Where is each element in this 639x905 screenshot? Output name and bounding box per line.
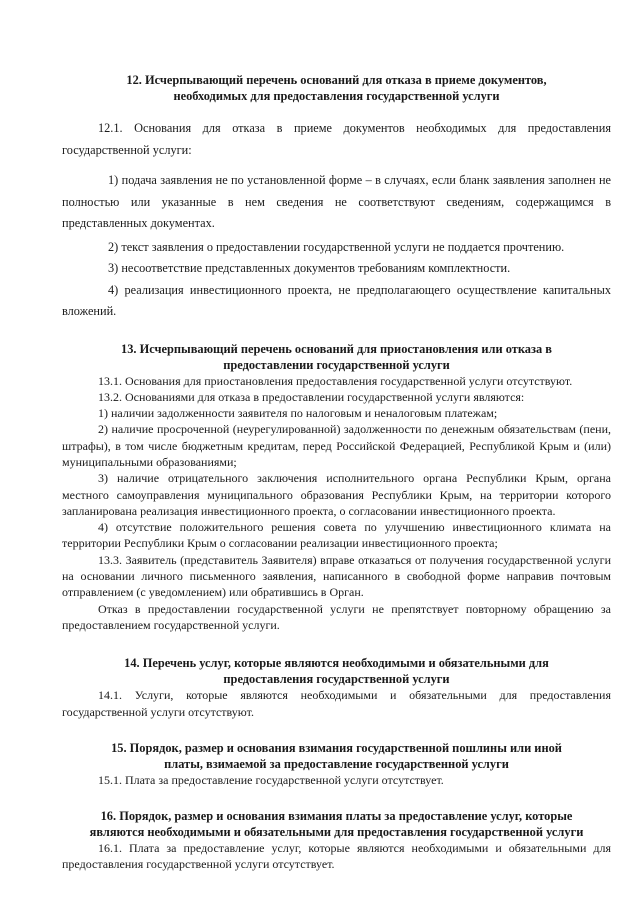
heading-line: 16. Порядок, размер и основания взимания платы за предоставление услуг, которые (100, 809, 573, 824)
section-heading (62, 808, 611, 840)
paragraph: 15.1. Плата за предоставление государственной услуги отсутствует. (98, 772, 444, 787)
paragraph: 2) текст заявления о предоставлении государственной услуги не поддается прочтению. (108, 239, 565, 254)
paragraph: 13.3. Заявитель (представитель Заявителя) вправе отказаться от получения государственной услуги на основании личного письменного заявления, написанного в свободной форме направив почтовым отправлением (с уведомлением) или обратившись в Орган. (62, 552, 611, 600)
section-12 (62, 72, 611, 323)
section-heading (62, 341, 611, 373)
section-heading (62, 740, 611, 772)
section-16 (62, 808, 611, 873)
section-14 (62, 655, 611, 720)
heading-line: платы, взимаемой за предоставление государственной услуги (164, 756, 509, 771)
paragraph: 3) несоответствие представленных документов требованиям комплектности. (108, 261, 511, 275)
paragraph: 3) наличие отрицательного заключения исполнительного органа Республики Крым, органа местного самоуправления муниципального образования Республики Крым, на территории которого запланирована реализация инвестиционного проекта, о согласовании инвестиционного проекта. (62, 471, 611, 518)
heading-line: 14. Перечень услуг, которые являются необходимыми и обязательными для (124, 656, 549, 671)
section-15 (62, 740, 611, 788)
paragraph: 1) наличии задолженности заявителя по налоговым и неналоговым платежам; (98, 406, 498, 421)
heading-line: 15. Порядок, размер и основания взимания государственной пошлины или иной (111, 740, 562, 755)
section-heading (62, 72, 611, 104)
paragraph: 4) реализация инвестиционного проекта, не предполагающего осуществление капитальных вложений. (62, 282, 611, 318)
paragraph: 16.1. Плата за предоставление услуг, которые являются необходимыми и обязательными для предоставления государственной услуги отсутствует. (62, 841, 611, 872)
heading-line: 12. Исчерпывающий перечень оснований для отказа в приеме документов, (126, 73, 547, 87)
heading-line: предоставлении государственной услуги (223, 357, 450, 372)
paragraph: 1) подача заявления не по установленной форме – в случаях, если бланк заявления заполнен не полностью или указанные в нем сведения не соответствуют сведениям, содержащимся в представленных документах. (62, 173, 611, 230)
section-13 (62, 341, 611, 634)
paragraph: 4) отсутствие положительного решения совета по улучшению инвестиционного климата на территории Республики Крым о согласовании реализации инвестиционного проекта; (62, 520, 611, 551)
heading-line: необходимых для предоставления государственной услуги (173, 89, 500, 103)
heading-line: являются необходимыми и обязательными для предоставления государственной услуги (89, 825, 584, 840)
paragraph: 2) наличие просроченной (неурегулированной) задолженности по денежным обязательствам (пени, штрафы), в том числе бюджетным кредитам, перед Российской Федерацией, Республикой Крым и (или) муниципальными образованиями; (62, 422, 611, 469)
paragraph: 13.1. Основания для приостановления предоставления государственной услуги отсутствуют. (98, 373, 573, 388)
paragraph: 14.1. Услуги, которые являются необходимыми и обязательными для предоставления государственной услуги отсутствуют. (62, 688, 611, 719)
paragraph: 13.2. Основаниями для отказа в предоставлении государственной услуги являются: (98, 389, 525, 404)
heading-line: 13. Исчерпывающий перечень оснований для приостановления или отказа в (121, 341, 552, 356)
heading-line: предоставления государственной услуги (223, 672, 450, 687)
paragraph: 12.1. Основания для отказа в приеме документов необходимых для предоставления государственной услуги: (62, 121, 611, 157)
paragraph: Отказ в предоставлении государственной услуги не препятствует повторному обращению за предоставлением государственной услуги. (62, 601, 611, 632)
section-heading (62, 655, 611, 687)
